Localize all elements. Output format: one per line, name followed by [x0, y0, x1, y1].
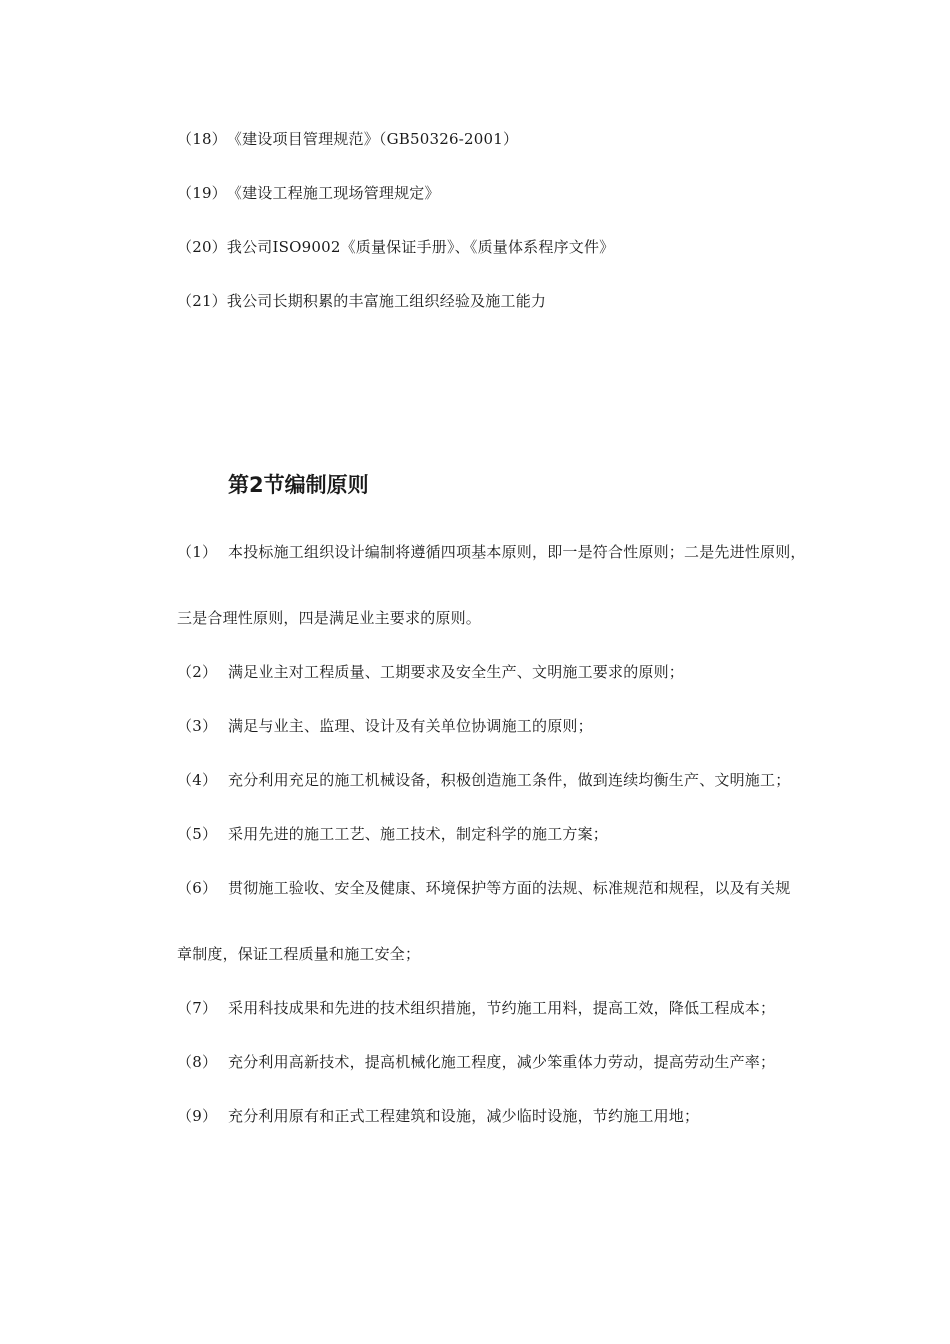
principle-number: （2）: [177, 663, 218, 681]
reference-text: 我公司ISO9002《质量保证手册》、《质量体系程序文件》: [226, 238, 615, 256]
section-heading: 第2节编制原则: [228, 473, 369, 497]
reference-number: （20）: [177, 238, 227, 256]
principle-text: 充分利用充足的施工机械设备，积极创造施工条件，做到连续均衡生产、文明施工；: [228, 771, 791, 789]
principle-item-5: [177, 824, 608, 844]
principle-text: 满足业主对工程质量、工期要求及安全生产、文明施工要求的原则；: [228, 663, 685, 681]
principle-item-8: [177, 1052, 775, 1072]
principle-text: 满足与业主、监理、设计及有关单位协调施工的原则；: [228, 717, 593, 735]
principle-text: 贯彻施工验收、安全及健康、环境保护等方面的法规、标准规范和规程，以及有关规: [228, 879, 791, 897]
principle-number: （1）: [177, 543, 218, 561]
reference-text: 《建设工程施工现场管理规定》: [226, 184, 440, 202]
principle-item-7: [177, 998, 775, 1018]
principle-text: 采用先进的施工工艺、施工技术，制定科学的施工方案；: [228, 825, 609, 843]
principle-item-1: [177, 542, 806, 562]
principle-number: （6）: [177, 879, 218, 897]
reference-item-18: [177, 129, 518, 149]
principle-item-6-continuation: 章制度，保证工程质量和施工安全；: [177, 945, 421, 963]
principle-text: 充分利用高新技术，提高机械化施工程度，减少笨重体力劳动，提高劳动生产率；: [228, 1053, 776, 1071]
principle-item-3: [177, 716, 593, 736]
reference-item-19: [177, 183, 440, 203]
principle-text: 充分利用原有和正式工程建筑和设施，减少临时设施，节约施工用地；: [228, 1107, 700, 1125]
principle-item-1-continuation: 三是合理性原则，四是满足业主要求的原则。: [177, 609, 482, 627]
principle-number: （5）: [177, 825, 218, 843]
principle-number: （8）: [177, 1053, 218, 1071]
reference-item-21: [177, 291, 546, 311]
principle-item-6: [177, 878, 790, 898]
principle-number: （9）: [177, 1107, 218, 1125]
principle-text: 采用科技成果和先进的技术组织措施，节约施工用料，提高工效，降低工程成本；: [228, 999, 776, 1017]
principle-item-2: [177, 662, 684, 682]
principle-number: （7）: [177, 999, 218, 1017]
principle-text: 本投标施工组织设计编制将遵循四项基本原则，即一是符合性原则；二是先进性原则，: [228, 543, 806, 561]
reference-text: 我公司长期积累的丰富施工组织经验及施工能力: [226, 292, 547, 310]
reference-number: （21）: [177, 292, 227, 310]
reference-number: （19）: [177, 184, 227, 202]
principle-item-4: [177, 770, 790, 790]
reference-number: （18）: [177, 130, 227, 148]
reference-item-20: [177, 237, 614, 257]
principle-item-9: [177, 1106, 699, 1126]
reference-text: 《建设项目管理规范》（GB50326-2001）: [226, 130, 519, 148]
principle-number: （3）: [177, 717, 218, 735]
principle-number: （4）: [177, 771, 218, 789]
